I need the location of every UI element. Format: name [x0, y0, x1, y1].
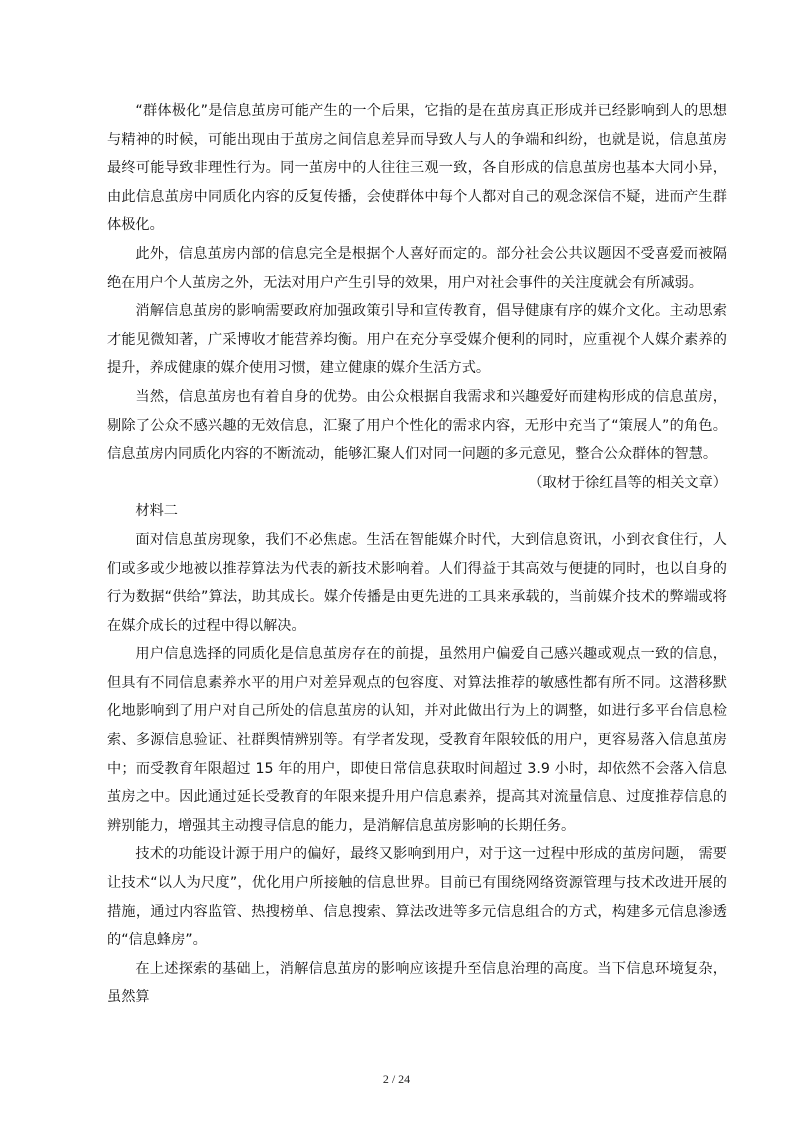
paragraph-group-polarization: “群体极化”是信息茧房可能产生的一个后果，它指的是在茧房真正形成并已经影响到人的思想与精神的时候，可能出现由于茧房之间信息差异而导致人与人的争端和纠纷，也就是说，信息茧房最终可能导致非理性行为。同一茧房中的人往往三观一致，各自形成的信息茧房也基本大同小异，由此信息茧房中同质化内容的反复传播，会使群体中每个人都对自己的观念深信不疑，进而产生群体极化。	[107, 103, 727, 234]
paragraph-technology-design: 技术的功能设计源于用户的偏好，最终又影响到用户，对于这一过程中形成的茧房问题， 需要让技术“以人为尺度”，优化用户所接触的信息世界。目前已有围绕网络资源管理与技术改进开展的措施，通过内容监管、热搜榜单、信息搜索、算法改进等多元信息组合的方式，构建多元信息渗透的“信息蜂房”。	[107, 846, 727, 949]
paragraph-media-literacy: 消解信息茧房的影响需要政府加强政策引导和宣传教育，倡导健康有序的媒介文化。主动思索才能见微知著，广采博收才能营养均衡。用户在充分享受媒介便利的同时，应重视个人媒介素养的提升，养成健康的媒介使用习惯，建立健康的媒介生活方式。	[107, 303, 727, 377]
source-citation: （取材于徐红昌等的相关文章）	[528, 474, 727, 491]
document-body	[107, 97, 727, 1012]
paragraph-public-issues: 此外，信息茧房内部的信息完全是根据个人喜好而定的。部分社会公共议题因不受喜爱而被隔绝在用户个人茧房之外，无法对用户产生引导的效果，用户对社会事件的关注度就会有所减弱。	[107, 245, 727, 291]
paragraph-no-anxiety: 面对信息茧房现象，我们不必焦虑。生活在智能媒介时代，大到信息资讯，小到衣食住行，人们或多或少地被以推荐算法为代表的新技术影响着。人们得益于其高效与便捷的同时，也以自身的行为数据“供给”算法，助其成长。媒介传播是由更先进的工具来承载的，当前媒介技术的弊端或将在媒介成长的过程中得以解决。	[107, 531, 727, 634]
section-heading: 材料二	[135, 503, 178, 520]
paragraph-user-homogeneity: 用户信息选择的同质化是信息茧房存在的前提，虽然用户偏爱自己感兴趣或观点一致的信息，但具有不同信息素养水平的用户对差异观点的包容度、对算法推荐的敏感性都有所不同。这潜移默化地影响到了用户对自己所处的信息茧房的认知，并对此做出行为上的调整，如进行多平台信息检索、多源信息验证、社群舆情辨别等。有学者发现，受教育年限较低的用户，更容易落入信息茧房中；而受教育年限超过 15 年的用户，即使日常信息获取时间超过 3.9 小时，却依然不会落入信息茧房之中。因此通过延长受教育的年限来提升用户信息素养，提高其对流量信息、过度推荐信息的辨别能力，增强其主动搜寻信息的能力，是消解信息茧房影响的长期任务。	[107, 646, 727, 834]
paragraph-information-governance: 在上述探索的基础上，消解信息茧房的影响应该提升至信息治理的高度。当下信息环境复杂，虽然算	[107, 960, 727, 1006]
page-number: 2 / 24	[382, 1072, 411, 1086]
paragraph-advantages: 当然，信息茧房也有着自身的优势。由公众根据自我需求和兴趣爱好而建构形成的信息茧房，剔除了公众不感兴趣的无效信息，汇聚了用户个性化的需求内容，无形中充当了“策展人”的角色。信息茧房内同质化内容的不断流动，能够汇聚人们对同一问题的多元意见，整合公众群体的智慧。	[107, 388, 727, 463]
